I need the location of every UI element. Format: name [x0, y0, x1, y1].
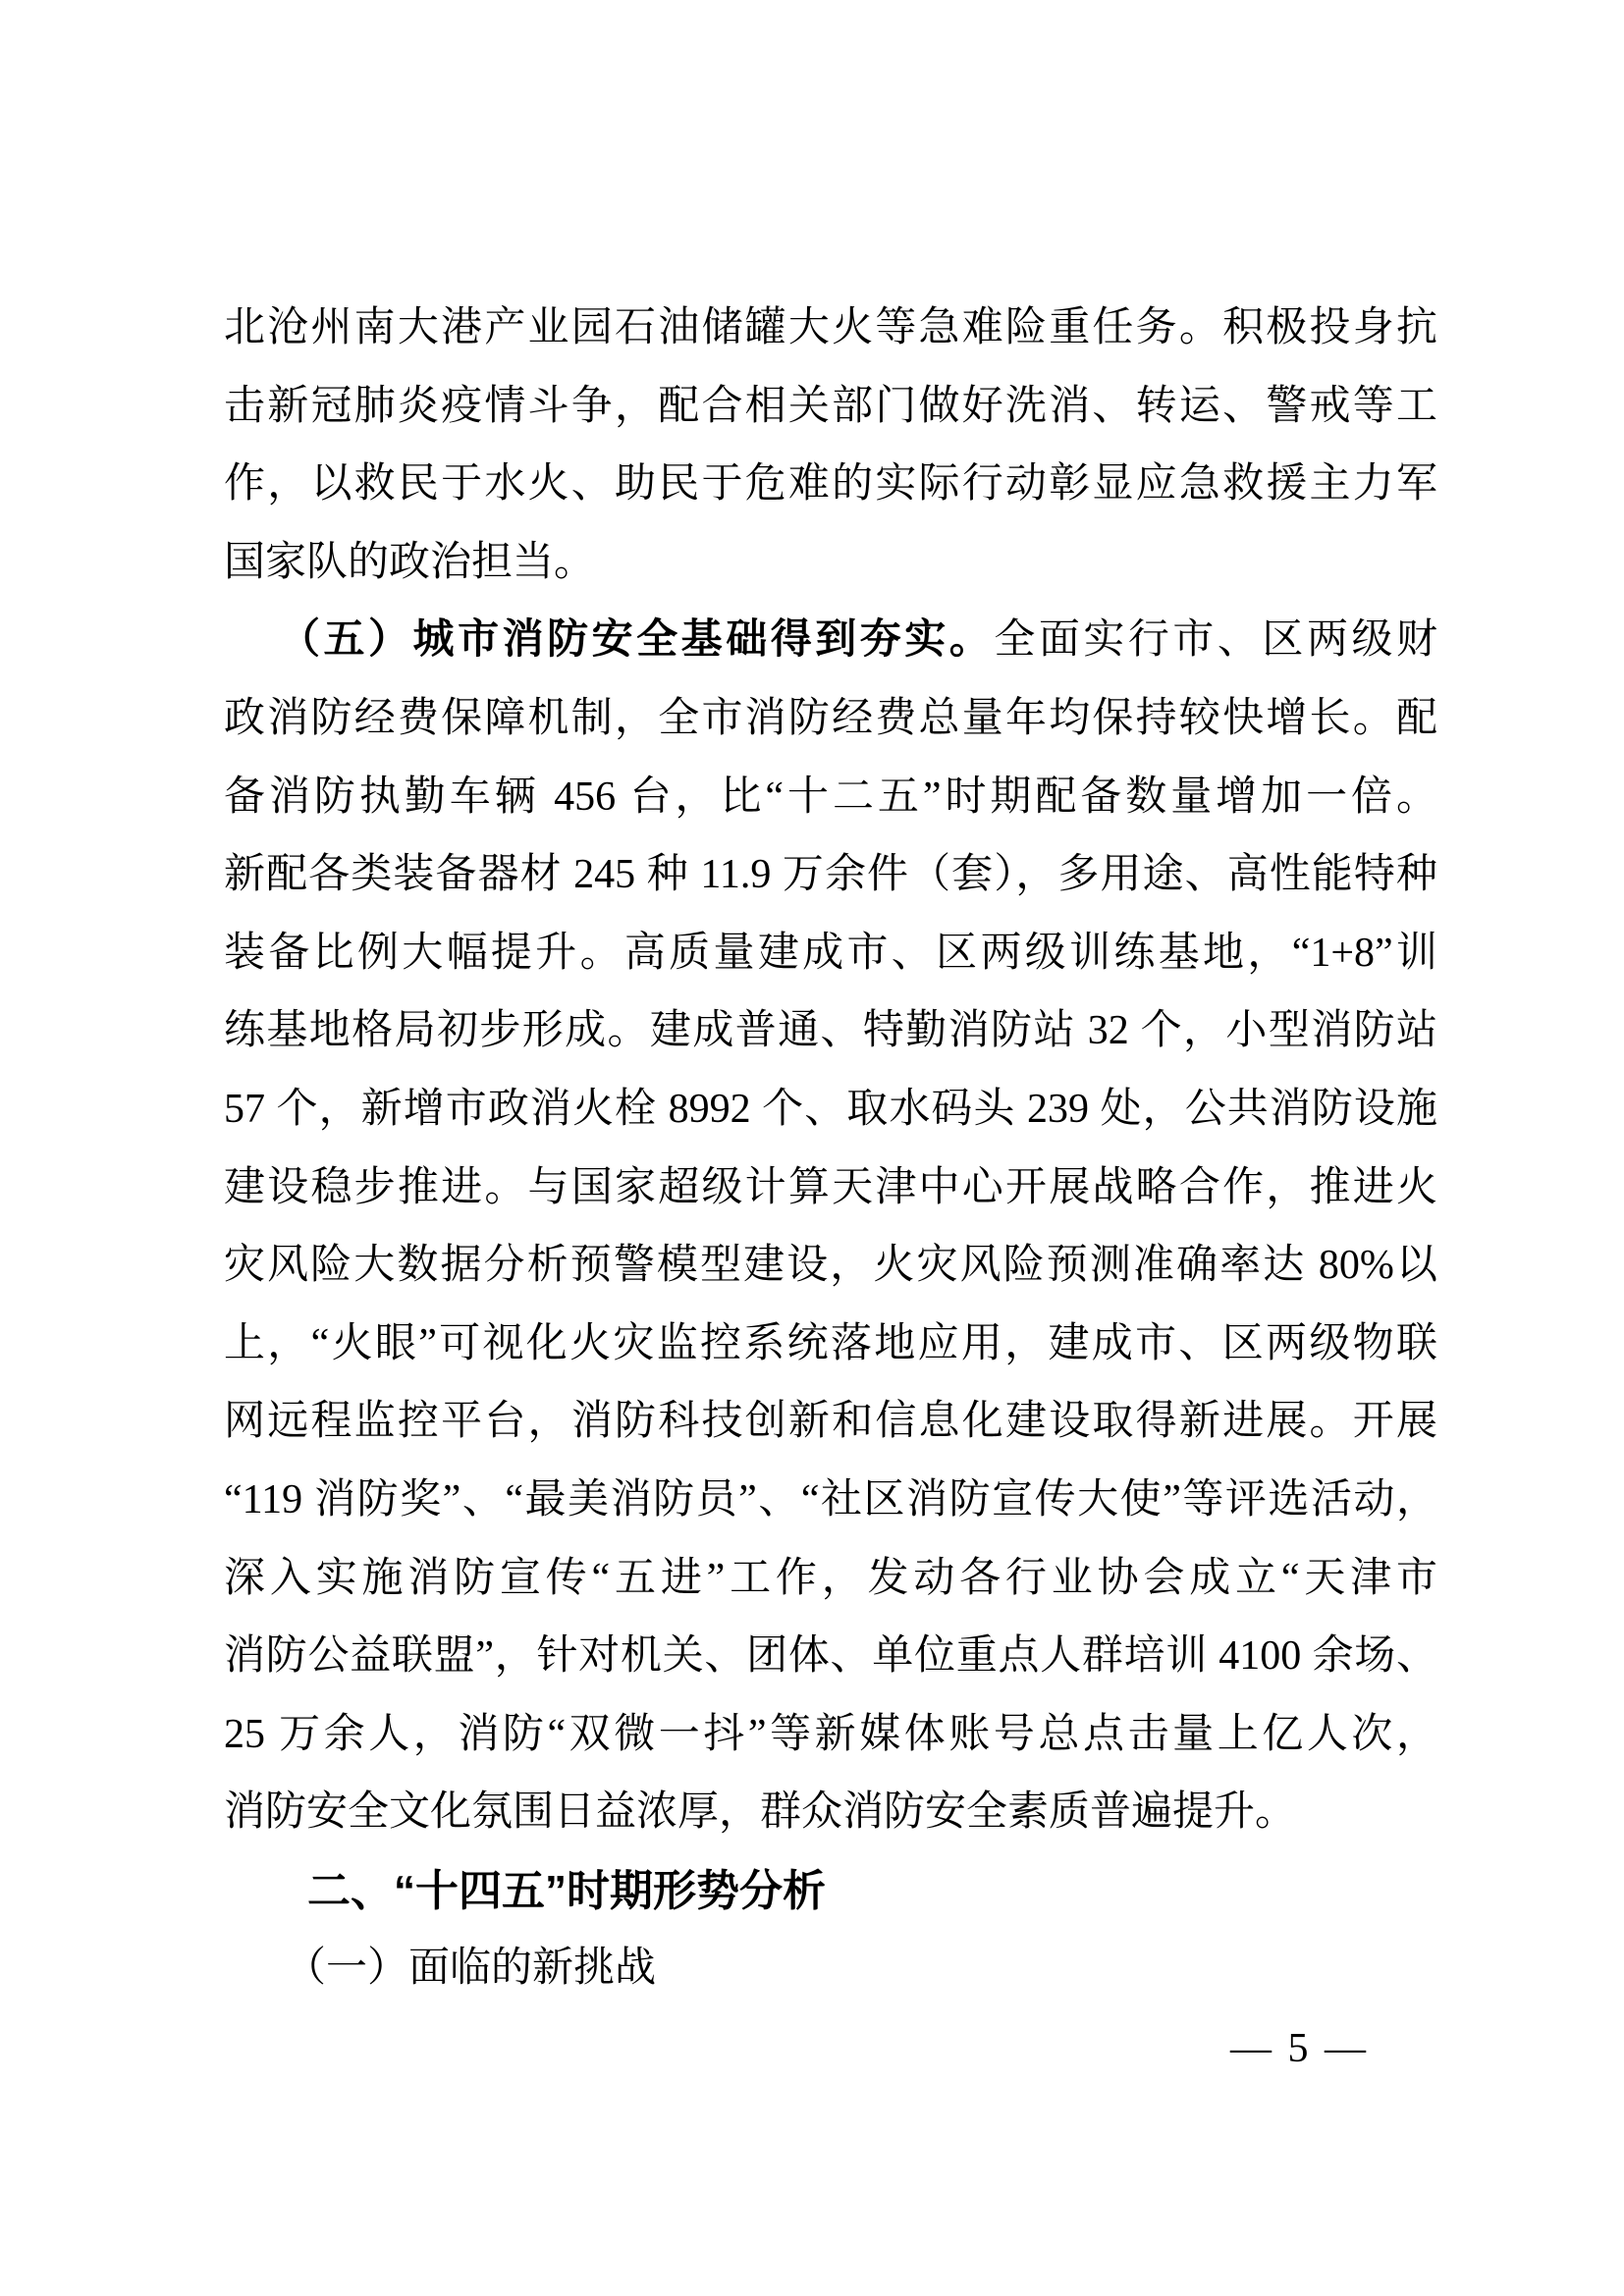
- text-run: 灾风险大数据分析预警模型建设，火灾风险预测准确率达 80%以: [224, 1243, 1437, 1289]
- text-line: [224, 1540, 1437, 1619]
- text-line: [224, 759, 1437, 837]
- text-run: 新配各类装备器材 245 种 11.9 万余件（套），多用途、高性能特种: [224, 852, 1437, 898]
- text-line: [224, 290, 1437, 368]
- text-line: [224, 446, 1437, 524]
- text-line: [224, 915, 1437, 993]
- text-run: 击新冠肺炎疫情斗争，配合相关部门做好洗消、转运、警戒等工: [224, 383, 1437, 429]
- subsection-heading: （一）面临的新挑战: [285, 1946, 657, 1992]
- text-line: [224, 992, 1437, 1071]
- document-body: [224, 290, 1437, 2008]
- text-run: “119 消防奖”、“最美消防员”、“社区消防宣传大使”等评选活动，: [224, 1476, 1437, 1522]
- text-run: 全面实行市、区两级财: [994, 617, 1437, 664]
- page-number: [1230, 2028, 1366, 2069]
- text-line: [224, 1306, 1437, 1384]
- text-line: [224, 1462, 1437, 1540]
- text-line: [224, 680, 1437, 759]
- text-line: [224, 368, 1437, 447]
- text-line: [224, 1149, 1437, 1228]
- text-line: [224, 1852, 1437, 1931]
- text-run: 25 万余人，消防“双微一抖”等新媒体账号总点击量上亿人次，: [224, 1711, 1437, 1757]
- page-number-label: — 5 —: [1230, 2026, 1366, 2071]
- text-run: 消防公益联盟”，针对机关、团体、单位重点人群培训 4100 余场、: [224, 1633, 1437, 1680]
- text-run: 国家队的政治担当。: [224, 539, 596, 585]
- text-line: [224, 524, 1437, 603]
- text-run: 深入实施消防宣传“五进”工作，发动各行业协会成立“天津市: [224, 1555, 1437, 1601]
- text-line: [224, 1227, 1437, 1306]
- text-run: 网远程监控平台，消防科技创新和信息化建设取得新进展。开展: [224, 1399, 1437, 1445]
- text-line: [224, 1383, 1437, 1462]
- text-line: [224, 1774, 1437, 1852]
- text-run: 备消防执勤车辆 456 台，比“十二五”时期配备数量增加一倍。: [224, 774, 1437, 820]
- text-run: 练基地格局初步形成。建成普通、特勤消防站 32 个，小型消防站: [224, 1008, 1437, 1054]
- text-run: 作，以救民于水火、助民于危难的实际行动彰显应急救援主力军: [224, 461, 1437, 507]
- text-line: [224, 1930, 1437, 2008]
- section-heading: 二、“十四五”时期形势分析: [307, 1866, 826, 1915]
- bold-lead-run: （五）城市消防安全基础得到夯实。: [279, 617, 995, 664]
- text-run: 建设稳步推进。与国家超级计算天津中心开展战略合作，推进火: [224, 1164, 1437, 1210]
- text-line: [224, 602, 1437, 680]
- text-line: [224, 1618, 1437, 1696]
- text-run: 消防安全文化氛围日益浓厚，群众消防安全素质普遍提升。: [224, 1789, 1297, 1836]
- text-line: [224, 1071, 1437, 1149]
- text-run: 北沧州南大港产业园石油储罐大火等急难险重任务。积极投身抗: [224, 305, 1437, 350]
- text-line: [224, 836, 1437, 915]
- text-line: [224, 1696, 1437, 1775]
- text-run: 政消防经费保障机制，全市消防经费总量年均保持较快增长。配: [224, 695, 1437, 741]
- text-run: 装备比例大幅提升。高质量建成市、区两级训练基地，“1+8”训: [224, 930, 1437, 976]
- text-run: 上，“火眼”可视化火灾监控系统落地应用，建成市、区两级物联: [224, 1320, 1437, 1366]
- text-run: 57 个，新增市政消火栓 8992 个、取水码头 239 处，公共消防设施: [224, 1086, 1437, 1132]
